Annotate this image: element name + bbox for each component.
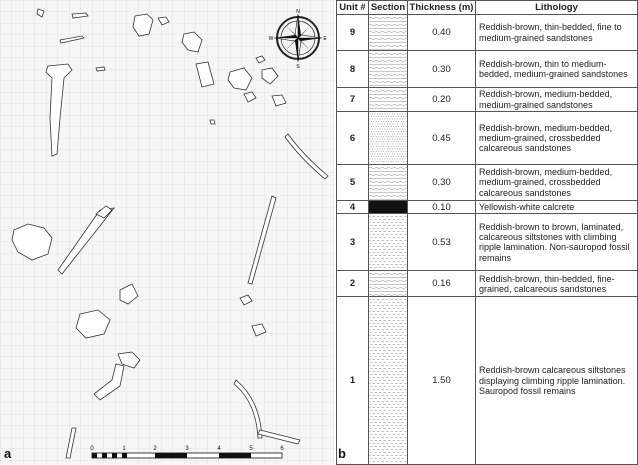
unit-number: 8 [337,51,369,88]
unit-number: 6 [337,112,369,165]
unit-number: 2 [337,271,369,297]
thickness-value: 0.45 [408,112,476,165]
lithology-text: Reddish-brown, medium-bedded, medium-grained, crossbedded calcareous sandstones [476,112,638,165]
lithology-pattern [369,201,407,213]
stratigraphy-table [336,0,638,465]
table-row [337,51,638,88]
header-unit: Unit # [337,1,369,15]
lithology-text: Yellowish-white calcrete [476,201,638,214]
scale-tick-label: 6 [280,446,284,452]
lithology-pattern [369,88,407,111]
thickness-value: 0.10 [408,201,476,214]
unit-number: 9 [337,15,369,51]
table-row [337,201,638,214]
section-pattern [369,15,408,51]
unit-number: 1 [337,297,369,465]
thickness-value: 0.53 [408,214,476,271]
section-pattern [369,165,408,201]
lithology-pattern [369,15,407,50]
bone-fragment [210,120,215,124]
table-body [337,15,638,465]
lithology-pattern [369,112,407,164]
scale-tick-label: 1 [122,446,126,452]
bone-fragment [96,67,105,71]
table-row [337,214,638,271]
scale-tick-label: 2 [153,446,157,452]
unit-number: 5 [337,165,369,201]
lithology-pattern [369,271,407,296]
panel-label-b: b [338,446,346,461]
lithology-text: Reddish-brown, thin-bedded, fine to medium-grained sandstones [476,15,638,51]
thickness-value: 0.30 [408,165,476,201]
table-row [337,297,638,465]
section-pattern [369,271,408,297]
scale-tick-label: 5 [249,446,253,452]
scale-tick-label: 3 [185,446,189,452]
lithology-text: Reddish-brown calcareous siltstones displaying climbing ripple lamination. Sauropod fossil remains [476,297,638,465]
table-row [337,165,638,201]
scale-tick-label: 0 [90,446,94,452]
scale-tick-label: 4 [217,446,221,452]
unit-number: 7 [337,88,369,112]
header-lithology: Lithology [476,1,638,15]
lithology-text: Reddish-brown, thin-bedded, fine-grained, calcareous sandstones [476,271,638,297]
table-header-row [337,1,638,15]
compass-south-label: S [296,64,300,70]
lithology-text: Reddish-brown, medium-bedded, medium-grained sandstones [476,88,638,112]
section-pattern [369,214,408,271]
header-thickness: Thickness (m) [408,1,476,15]
section-pattern [369,51,408,88]
table-row [337,88,638,112]
thickness-value: 1.50 [408,297,476,465]
thickness-value: 0.16 [408,271,476,297]
thickness-value: 0.30 [408,51,476,88]
section-pattern [369,112,408,165]
stratigraphic-column-panel [335,0,638,464]
header-section: Section [369,1,408,15]
table-row [337,112,638,165]
lithology-text: Reddish-brown, thin to medium-bedded, medium-grained sandstones [476,51,638,88]
thickness-value: 0.20 [408,88,476,112]
compass-north-label: N [296,9,300,15]
lithology-pattern [369,214,407,270]
compass-east-label: E [323,36,327,42]
thickness-value: 0.40 [408,15,476,51]
panel-label-a: a [4,446,12,461]
compass-west-label: W [268,36,274,42]
section-pattern [369,297,408,465]
lithology-pattern [369,165,407,200]
table-row [337,271,638,297]
unit-number: 4 [337,201,369,214]
lithology-text: Reddish-brown, medium-bedded, medium-grained, crossbedded calcareous sandstones [476,165,638,201]
unit-number: 3 [337,214,369,271]
lithology-text: Reddish-brown to brown, laminated, calcareous siltstones with climbing ripple lamination. Non-sauropod fossil remains [476,214,638,271]
lithology-pattern [369,297,407,464]
section-pattern [369,88,408,112]
table-row [337,15,638,51]
section-pattern [369,201,408,214]
lithology-pattern [369,51,407,87]
